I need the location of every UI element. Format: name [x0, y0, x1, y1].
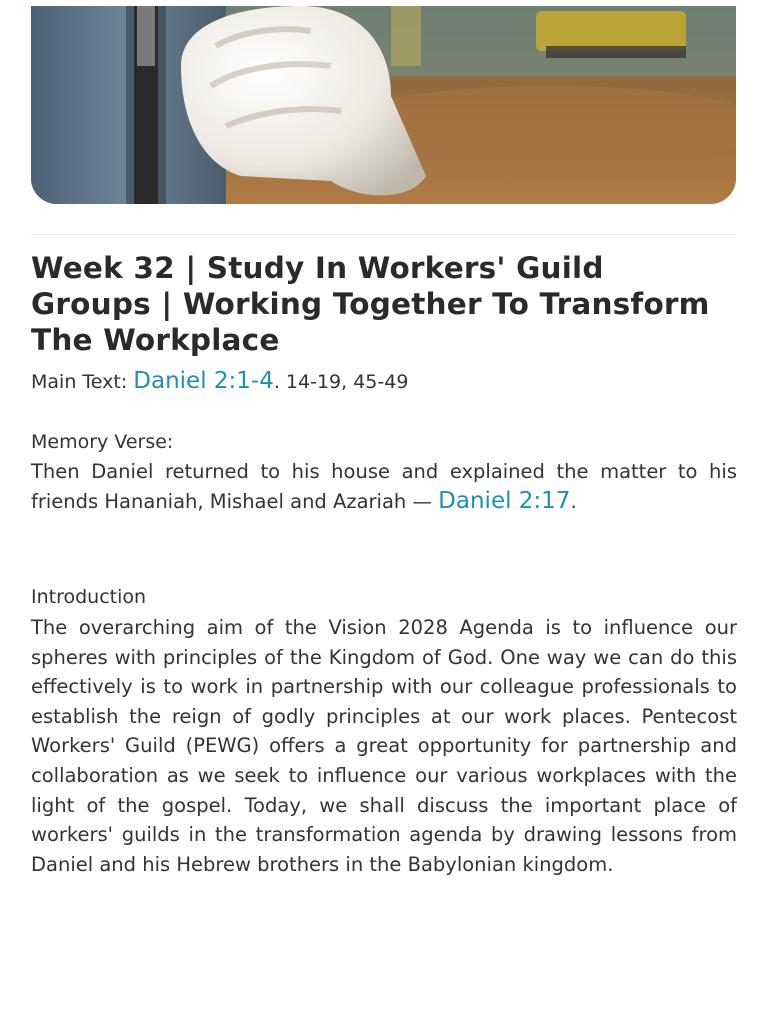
divider — [31, 234, 736, 235]
memory-verse-label: Memory Verse: — [31, 431, 174, 453]
introduction-text: The overarching aim of the Vision 2028 Agenda is to influence our spheres with principles of the Kingdom of God. One way we can do this effectively is to work in partnership with our colleague professionals to establish the reign of godly principles at our work places. Pentecost Workers' Guild (PEWG) offers a great opportunity for partnership and collaboration as we seek to influence our various workplaces with the light of the gospel. Today, we shall discuss the important place of workers' guilds in the transformation agenda by drawing lessons from Daniel and his Hebrew brothers in the Babylonian kingdom. — [31, 616, 737, 876]
memory-verse-body: Then Daniel returned to his house and explained the matter to his friends Hananiah, Mishael and Azariah — — [31, 460, 737, 513]
memory-verse-text — [31, 457, 737, 516]
main-text-line — [31, 366, 408, 397]
main-text-label: Main Text: — [31, 371, 134, 393]
memory-verse-end: . — [570, 489, 577, 513]
main-text-verses: . 14-19, 45-49 — [273, 371, 409, 393]
hard-hat-photo — [31, 6, 736, 204]
page-title: Week 32 | Study In Workers' Guild Groups | Working Together To Transform The Workplace — [31, 251, 710, 357]
main-text-scripture-link[interactable]: Daniel 2:1-4 — [133, 368, 274, 394]
memory-verse-scripture-link[interactable]: Daniel 2:17 — [438, 487, 571, 514]
introduction-heading: Introduction — [31, 586, 147, 608]
hero-image-hard-hat — [31, 6, 736, 204]
